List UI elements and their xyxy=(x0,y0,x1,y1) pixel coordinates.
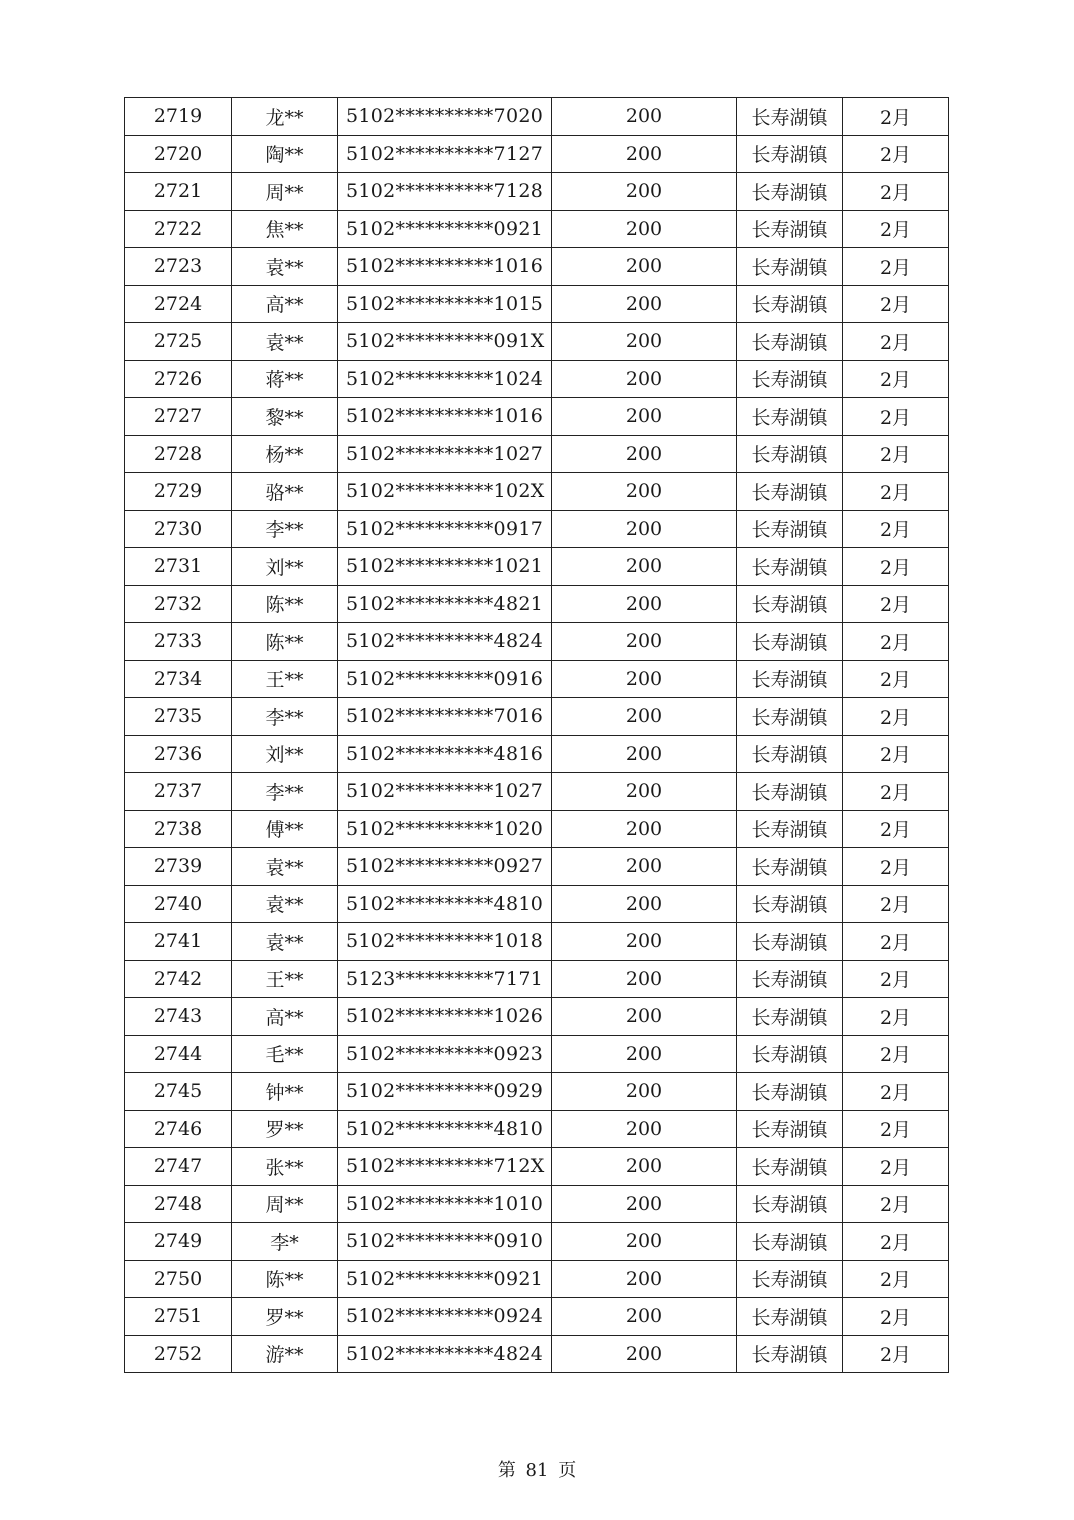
row-number-cell: 2733 xyxy=(125,623,232,661)
amount-cell: 200 xyxy=(552,1073,737,1111)
amount-cell: 200 xyxy=(552,773,737,811)
amount-cell: 200 xyxy=(552,660,737,698)
table-row xyxy=(125,660,949,698)
id-number-cell: 5102**********712X xyxy=(338,1148,552,1186)
name-cell: 李** xyxy=(232,773,338,811)
month-cell: 2月 xyxy=(843,1260,949,1298)
table-row xyxy=(125,698,949,736)
amount-cell: 200 xyxy=(552,1298,737,1336)
id-number-cell: 5102**********102X xyxy=(338,473,552,511)
month-cell: 2月 xyxy=(843,698,949,736)
table-row xyxy=(125,810,949,848)
town-cell: 长寿湖镇 xyxy=(737,1335,843,1373)
town-cell: 长寿湖镇 xyxy=(737,735,843,773)
id-number-cell: 5123**********7171 xyxy=(338,960,552,998)
amount-cell: 200 xyxy=(552,735,737,773)
row-number-cell: 2740 xyxy=(125,885,232,923)
table-row xyxy=(125,548,949,586)
row-number-cell: 2727 xyxy=(125,398,232,436)
month-cell: 2月 xyxy=(843,1298,949,1336)
month-cell: 2月 xyxy=(843,923,949,961)
page-footer xyxy=(0,1456,1074,1482)
town-cell: 长寿湖镇 xyxy=(737,623,843,661)
footer-suffix: 页 xyxy=(558,1460,577,1481)
town-cell: 长寿湖镇 xyxy=(737,548,843,586)
id-number-cell: 5102**********1027 xyxy=(338,773,552,811)
month-cell: 2月 xyxy=(843,285,949,323)
row-number-cell: 2751 xyxy=(125,1298,232,1336)
id-number-cell: 5102**********0923 xyxy=(338,1035,552,1073)
month-cell: 2月 xyxy=(843,585,949,623)
id-number-cell: 5102**********1018 xyxy=(338,923,552,961)
month-cell: 2月 xyxy=(843,848,949,886)
table-row xyxy=(125,623,949,661)
table-row xyxy=(125,435,949,473)
amount-cell: 200 xyxy=(552,848,737,886)
town-cell: 长寿湖镇 xyxy=(737,698,843,736)
table-row xyxy=(125,98,949,136)
id-number-cell: 5102**********0927 xyxy=(338,848,552,886)
amount-cell: 200 xyxy=(552,960,737,998)
name-cell: 王** xyxy=(232,660,338,698)
name-cell: 袁** xyxy=(232,885,338,923)
amount-cell: 200 xyxy=(552,98,737,136)
row-number-cell: 2721 xyxy=(125,173,232,211)
month-cell: 2月 xyxy=(843,1185,949,1223)
name-cell: 袁** xyxy=(232,848,338,886)
id-number-cell: 5102**********1021 xyxy=(338,548,552,586)
id-number-cell: 5102**********7016 xyxy=(338,698,552,736)
table-row xyxy=(125,773,949,811)
table-row xyxy=(125,1260,949,1298)
row-number-cell: 2752 xyxy=(125,1335,232,1373)
id-number-cell: 5102**********0924 xyxy=(338,1298,552,1336)
name-cell: 陈** xyxy=(232,585,338,623)
row-number-cell: 2735 xyxy=(125,698,232,736)
id-number-cell: 5102**********4824 xyxy=(338,623,552,661)
name-cell: 李** xyxy=(232,510,338,548)
row-number-cell: 2732 xyxy=(125,585,232,623)
table-row xyxy=(125,360,949,398)
table-row xyxy=(125,1335,949,1373)
row-number-cell: 2738 xyxy=(125,810,232,848)
name-cell: 高** xyxy=(232,285,338,323)
town-cell: 长寿湖镇 xyxy=(737,1073,843,1111)
name-cell: 高** xyxy=(232,998,338,1036)
month-cell: 2月 xyxy=(843,360,949,398)
town-cell: 长寿湖镇 xyxy=(737,360,843,398)
name-cell: 李** xyxy=(232,698,338,736)
table-row xyxy=(125,135,949,173)
amount-cell: 200 xyxy=(552,210,737,248)
id-number-cell: 5102**********0921 xyxy=(338,210,552,248)
name-cell: 蒋** xyxy=(232,360,338,398)
town-cell: 长寿湖镇 xyxy=(737,1260,843,1298)
amount-cell: 200 xyxy=(552,173,737,211)
row-number-cell: 2739 xyxy=(125,848,232,886)
amount-cell: 200 xyxy=(552,698,737,736)
town-cell: 长寿湖镇 xyxy=(737,1110,843,1148)
row-number-cell: 2723 xyxy=(125,248,232,286)
document-sheet xyxy=(124,97,948,1373)
row-number-cell: 2747 xyxy=(125,1148,232,1186)
row-number-cell: 2744 xyxy=(125,1035,232,1073)
table-row xyxy=(125,885,949,923)
name-cell: 张** xyxy=(232,1148,338,1186)
amount-cell: 200 xyxy=(552,885,737,923)
page-number: 81 xyxy=(525,1460,549,1481)
table-row xyxy=(125,848,949,886)
row-number-cell: 2734 xyxy=(125,660,232,698)
month-cell: 2月 xyxy=(843,773,949,811)
id-number-cell: 5102**********0921 xyxy=(338,1260,552,1298)
month-cell: 2月 xyxy=(843,623,949,661)
town-cell: 长寿湖镇 xyxy=(737,585,843,623)
id-number-cell: 5102**********7020 xyxy=(338,98,552,136)
table-row xyxy=(125,285,949,323)
name-cell: 黎** xyxy=(232,398,338,436)
table-row xyxy=(125,1185,949,1223)
row-number-cell: 2748 xyxy=(125,1185,232,1223)
name-cell: 袁** xyxy=(232,923,338,961)
month-cell: 2月 xyxy=(843,1035,949,1073)
town-cell: 长寿湖镇 xyxy=(737,1148,843,1186)
name-cell: 李* xyxy=(232,1223,338,1261)
town-cell: 长寿湖镇 xyxy=(737,1298,843,1336)
amount-cell: 200 xyxy=(552,1260,737,1298)
town-cell: 长寿湖镇 xyxy=(737,885,843,923)
table-row xyxy=(125,510,949,548)
town-cell: 长寿湖镇 xyxy=(737,398,843,436)
name-cell: 杨** xyxy=(232,435,338,473)
amount-cell: 200 xyxy=(552,1185,737,1223)
id-number-cell: 5102**********0929 xyxy=(338,1073,552,1111)
town-cell: 长寿湖镇 xyxy=(737,323,843,361)
id-number-cell: 5102**********4816 xyxy=(338,735,552,773)
name-cell: 龙** xyxy=(232,98,338,136)
row-number-cell: 2720 xyxy=(125,135,232,173)
month-cell: 2月 xyxy=(843,323,949,361)
town-cell: 长寿湖镇 xyxy=(737,248,843,286)
row-number-cell: 2719 xyxy=(125,98,232,136)
month-cell: 2月 xyxy=(843,735,949,773)
row-number-cell: 2722 xyxy=(125,210,232,248)
name-cell: 钟** xyxy=(232,1073,338,1111)
name-cell: 傅** xyxy=(232,810,338,848)
table-row xyxy=(125,1148,949,1186)
name-cell: 焦** xyxy=(232,210,338,248)
row-number-cell: 2729 xyxy=(125,473,232,511)
town-cell: 长寿湖镇 xyxy=(737,210,843,248)
town-cell: 长寿湖镇 xyxy=(737,1035,843,1073)
month-cell: 2月 xyxy=(843,210,949,248)
town-cell: 长寿湖镇 xyxy=(737,660,843,698)
amount-cell: 200 xyxy=(552,135,737,173)
amount-cell: 200 xyxy=(552,1148,737,1186)
town-cell: 长寿湖镇 xyxy=(737,810,843,848)
row-number-cell: 2728 xyxy=(125,435,232,473)
amount-cell: 200 xyxy=(552,998,737,1036)
month-cell: 2月 xyxy=(843,660,949,698)
town-cell: 长寿湖镇 xyxy=(737,1185,843,1223)
amount-cell: 200 xyxy=(552,623,737,661)
amount-cell: 200 xyxy=(552,1223,737,1261)
month-cell: 2月 xyxy=(843,473,949,511)
amount-cell: 200 xyxy=(552,285,737,323)
row-number-cell: 2750 xyxy=(125,1260,232,1298)
name-cell: 周** xyxy=(232,173,338,211)
row-number-cell: 2742 xyxy=(125,960,232,998)
amount-cell: 200 xyxy=(552,360,737,398)
amount-cell: 200 xyxy=(552,810,737,848)
amount-cell: 200 xyxy=(552,548,737,586)
amount-cell: 200 xyxy=(552,398,737,436)
month-cell: 2月 xyxy=(843,960,949,998)
name-cell: 毛** xyxy=(232,1035,338,1073)
month-cell: 2月 xyxy=(843,98,949,136)
name-cell: 陶** xyxy=(232,135,338,173)
month-cell: 2月 xyxy=(843,998,949,1036)
row-number-cell: 2736 xyxy=(125,735,232,773)
amount-cell: 200 xyxy=(552,435,737,473)
row-number-cell: 2726 xyxy=(125,360,232,398)
id-number-cell: 5102**********4810 xyxy=(338,885,552,923)
name-cell: 王** xyxy=(232,960,338,998)
name-cell: 游** xyxy=(232,1335,338,1373)
row-number-cell: 2737 xyxy=(125,773,232,811)
table-row xyxy=(125,960,949,998)
name-cell: 罗** xyxy=(232,1110,338,1148)
amount-cell: 200 xyxy=(552,248,737,286)
table-row xyxy=(125,1110,949,1148)
row-number-cell: 2731 xyxy=(125,548,232,586)
table-row xyxy=(125,398,949,436)
id-number-cell: 5102**********4821 xyxy=(338,585,552,623)
table-row xyxy=(125,248,949,286)
row-number-cell: 2749 xyxy=(125,1223,232,1261)
id-number-cell: 5102**********4824 xyxy=(338,1335,552,1373)
town-cell: 长寿湖镇 xyxy=(737,1223,843,1261)
table-row xyxy=(125,1035,949,1073)
row-number-cell: 2725 xyxy=(125,323,232,361)
month-cell: 2月 xyxy=(843,1223,949,1261)
month-cell: 2月 xyxy=(843,135,949,173)
name-cell: 袁** xyxy=(232,323,338,361)
name-cell: 刘** xyxy=(232,548,338,586)
id-number-cell: 5102**********1020 xyxy=(338,810,552,848)
month-cell: 2月 xyxy=(843,548,949,586)
amount-cell: 200 xyxy=(552,585,737,623)
row-number-cell: 2741 xyxy=(125,923,232,961)
amount-cell: 200 xyxy=(552,1035,737,1073)
amount-cell: 200 xyxy=(552,923,737,961)
month-cell: 2月 xyxy=(843,1110,949,1148)
footer-prefix: 第 xyxy=(497,1460,516,1481)
name-cell: 骆** xyxy=(232,473,338,511)
id-number-cell: 5102**********0916 xyxy=(338,660,552,698)
name-cell: 陈** xyxy=(232,623,338,661)
id-number-cell: 5102**********1010 xyxy=(338,1185,552,1223)
name-cell: 周** xyxy=(232,1185,338,1223)
row-number-cell: 2730 xyxy=(125,510,232,548)
month-cell: 2月 xyxy=(843,1148,949,1186)
town-cell: 长寿湖镇 xyxy=(737,98,843,136)
amount-cell: 200 xyxy=(552,473,737,511)
table-row xyxy=(125,473,949,511)
town-cell: 长寿湖镇 xyxy=(737,848,843,886)
amount-cell: 200 xyxy=(552,1335,737,1373)
town-cell: 长寿湖镇 xyxy=(737,923,843,961)
month-cell: 2月 xyxy=(843,1335,949,1373)
month-cell: 2月 xyxy=(843,510,949,548)
month-cell: 2月 xyxy=(843,810,949,848)
amount-cell: 200 xyxy=(552,323,737,361)
table-row xyxy=(125,585,949,623)
town-cell: 长寿湖镇 xyxy=(737,435,843,473)
amount-cell: 200 xyxy=(552,510,737,548)
table-row xyxy=(125,210,949,248)
town-cell: 长寿湖镇 xyxy=(737,960,843,998)
town-cell: 长寿湖镇 xyxy=(737,173,843,211)
table-row xyxy=(125,1223,949,1261)
month-cell: 2月 xyxy=(843,1073,949,1111)
id-number-cell: 5102**********1026 xyxy=(338,998,552,1036)
town-cell: 长寿湖镇 xyxy=(737,285,843,323)
id-number-cell: 5102**********7127 xyxy=(338,135,552,173)
town-cell: 长寿湖镇 xyxy=(737,135,843,173)
month-cell: 2月 xyxy=(843,248,949,286)
row-number-cell: 2745 xyxy=(125,1073,232,1111)
town-cell: 长寿湖镇 xyxy=(737,510,843,548)
table-row xyxy=(125,173,949,211)
row-number-cell: 2724 xyxy=(125,285,232,323)
id-number-cell: 5102**********7128 xyxy=(338,173,552,211)
id-number-cell: 5102**********0917 xyxy=(338,510,552,548)
id-number-cell: 5102**********1016 xyxy=(338,248,552,286)
table-row xyxy=(125,998,949,1036)
town-cell: 长寿湖镇 xyxy=(737,473,843,511)
table-row xyxy=(125,923,949,961)
id-number-cell: 5102**********1016 xyxy=(338,398,552,436)
name-cell: 袁** xyxy=(232,248,338,286)
records-table-body xyxy=(125,98,949,1373)
month-cell: 2月 xyxy=(843,173,949,211)
records-table xyxy=(124,97,949,1373)
name-cell: 陈** xyxy=(232,1260,338,1298)
id-number-cell: 5102**********1024 xyxy=(338,360,552,398)
row-number-cell: 2746 xyxy=(125,1110,232,1148)
id-number-cell: 5102**********4810 xyxy=(338,1110,552,1148)
town-cell: 长寿湖镇 xyxy=(737,773,843,811)
name-cell: 刘** xyxy=(232,735,338,773)
id-number-cell: 5102**********1015 xyxy=(338,285,552,323)
id-number-cell: 5102**********1027 xyxy=(338,435,552,473)
amount-cell: 200 xyxy=(552,1110,737,1148)
table-row xyxy=(125,735,949,773)
table-row xyxy=(125,323,949,361)
id-number-cell: 5102**********091X xyxy=(338,323,552,361)
month-cell: 2月 xyxy=(843,398,949,436)
name-cell: 罗** xyxy=(232,1298,338,1336)
row-number-cell: 2743 xyxy=(125,998,232,1036)
table-row xyxy=(125,1073,949,1111)
month-cell: 2月 xyxy=(843,435,949,473)
month-cell: 2月 xyxy=(843,885,949,923)
table-row xyxy=(125,1298,949,1336)
id-number-cell: 5102**********0910 xyxy=(338,1223,552,1261)
town-cell: 长寿湖镇 xyxy=(737,998,843,1036)
